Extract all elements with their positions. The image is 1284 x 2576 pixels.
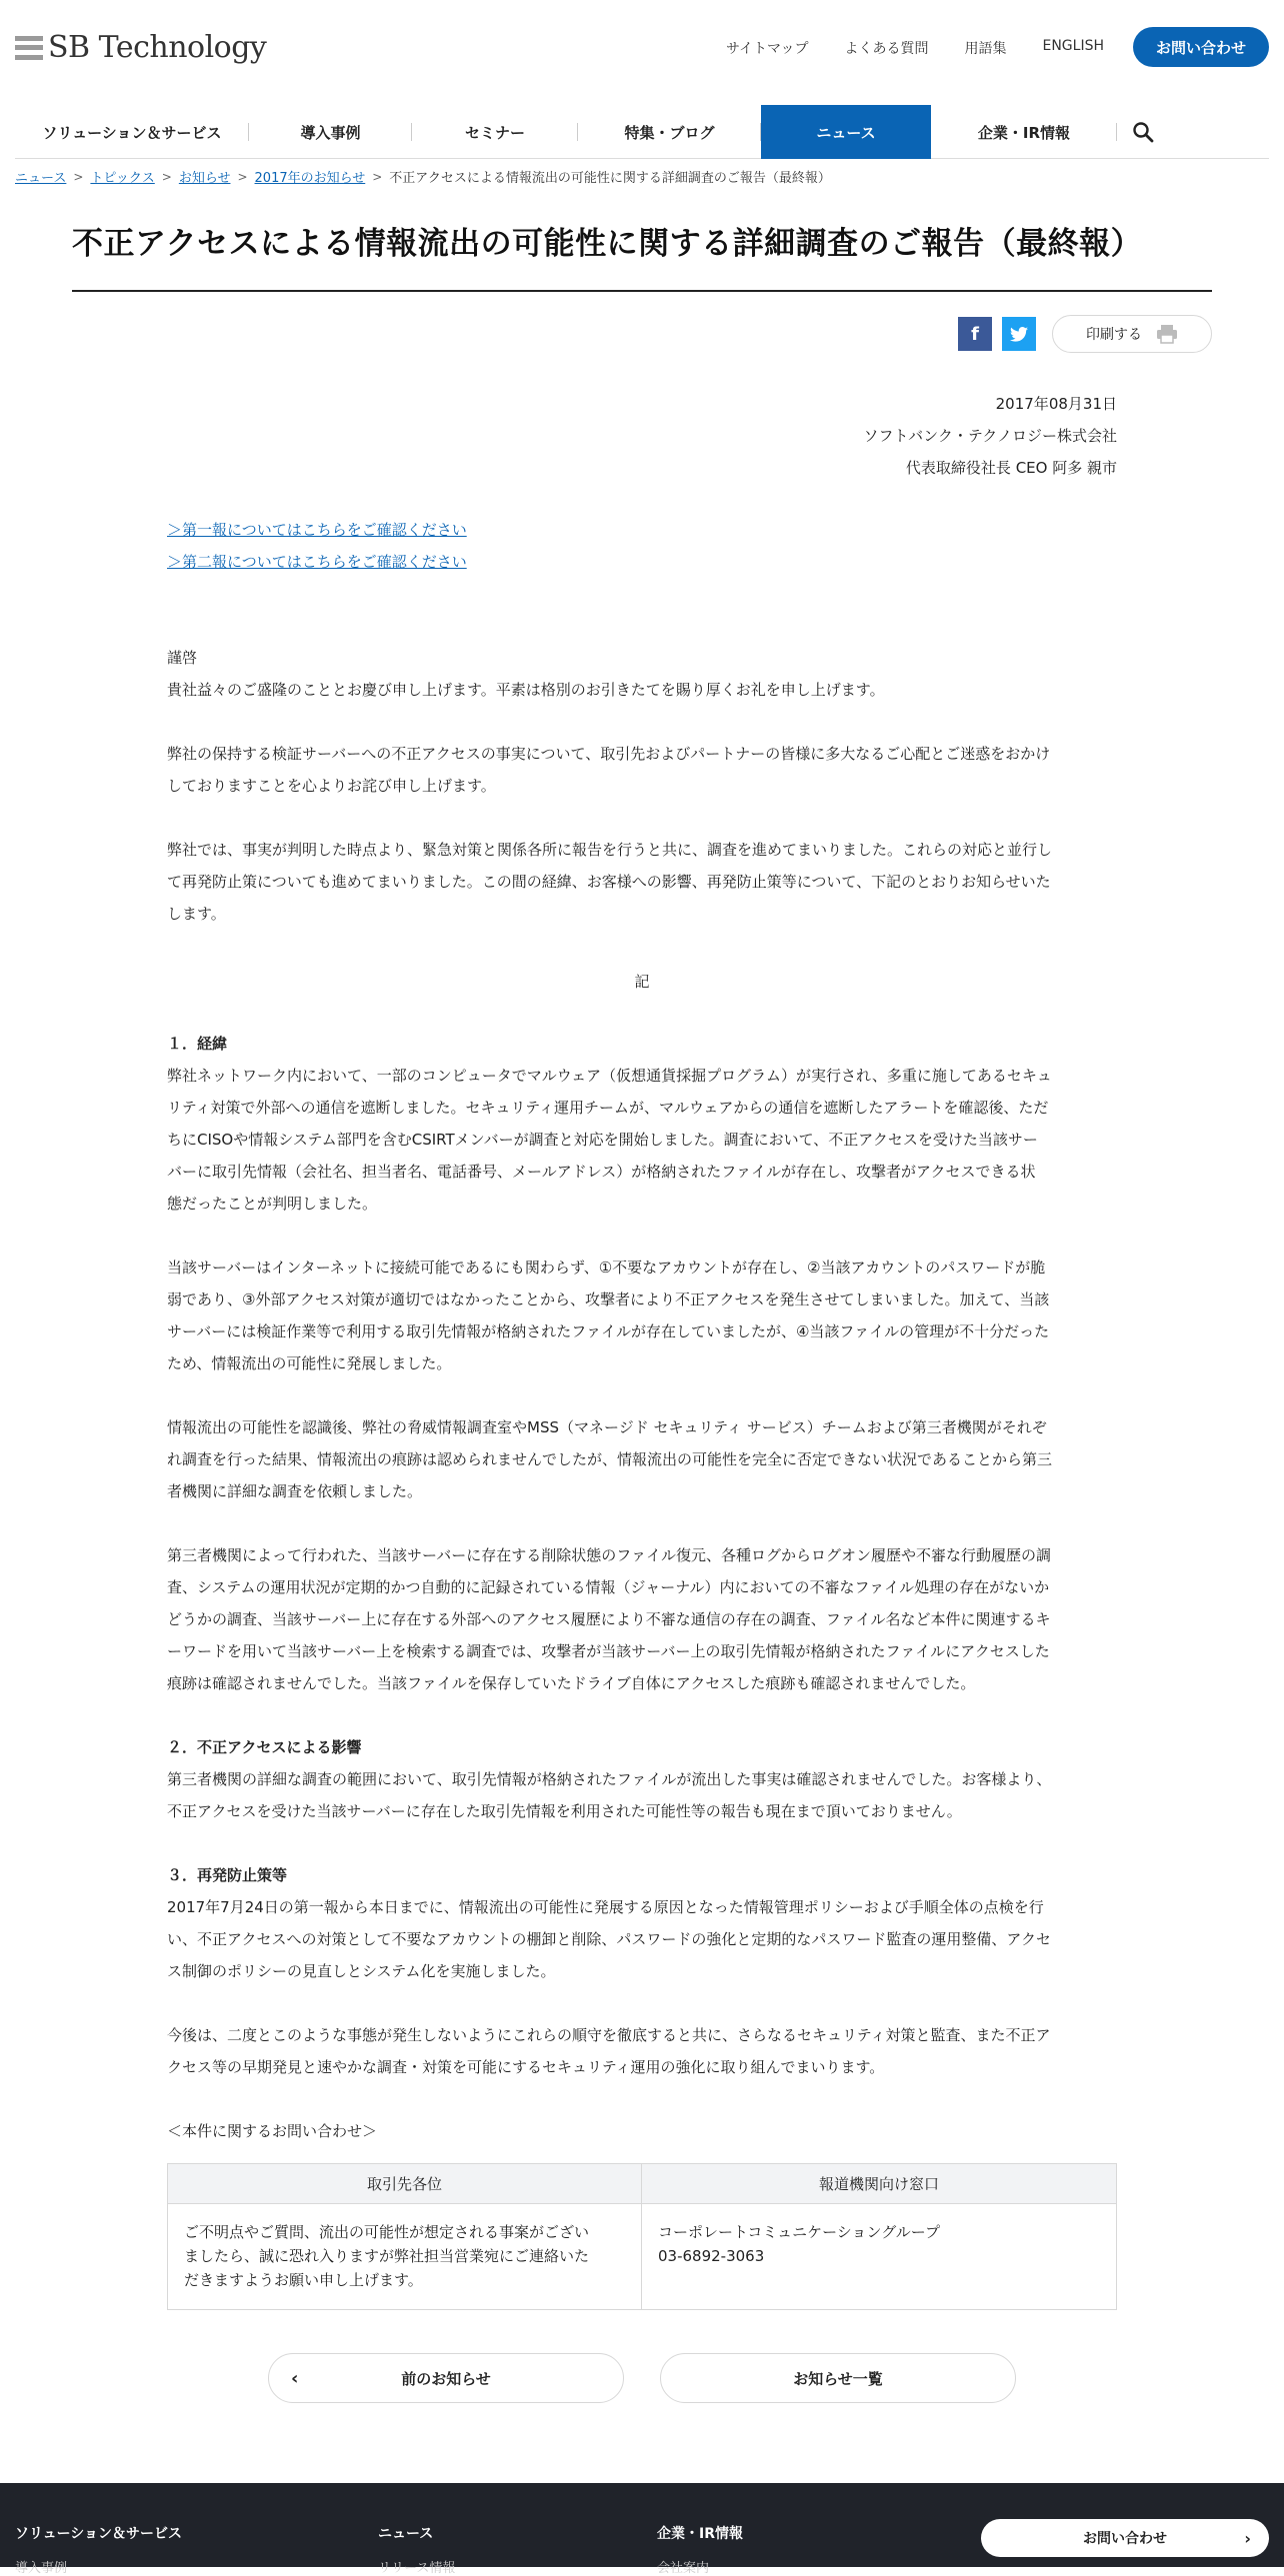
nav-item-seminars[interactable]: セミナー	[412, 105, 578, 159]
sec1-line: れ調査を行った結果、情報流出の痕跡は認められませんでしたが、情報流出の可能性を完全に否定できない状況であることから第三	[167, 1450, 1053, 1468]
breadcrumb-topics[interactable]: トピックス	[90, 171, 155, 186]
intro-line: します。	[167, 905, 226, 923]
facebook-share-button[interactable]	[958, 317, 992, 351]
nav-item-company-ir[interactable]: 企業・IR情報	[931, 105, 1117, 159]
notice-list-label: お知らせ一覧	[793, 2369, 883, 2388]
press-department: コーポレートコミュニケーショングループ	[658, 2223, 941, 2241]
sec3-line: クセス等の早期発見と速やかな調査・対策を可能にするセキュリティ運用の強化に取り組んでまいります。	[167, 2058, 885, 2076]
sec3-line: ス制御のポリシーの見直しとシステム化を実施しました。	[167, 1962, 556, 1980]
intro-line: 弊社では、事実が判明した時点より、緊急対策と関係各所に報告を行うと共に、調査を進めてまいりました。これらの対応と並行し	[167, 841, 1053, 859]
press-contact-cell	[642, 2204, 1117, 2310]
greeting-head: 謹啓	[167, 649, 198, 667]
sitemap-link[interactable]: サイトマップ	[726, 41, 809, 57]
sec1-line: 情報流出の可能性を認識後、弊社の脅威情報調査室やMSS（マネージド セキュリティ サービス）チームおよび第三者機関がそれぞ	[167, 1418, 1047, 1436]
chevron-left-icon: ‹	[291, 2367, 299, 2389]
nav-item-case-studies[interactable]: 導入事例	[249, 105, 412, 159]
footer-solutions-heading[interactable]: ソリューション＆サービス	[15, 2526, 183, 2542]
breadcrumb	[15, 167, 831, 186]
nav-item-solutions[interactable]: ソリューション＆サービス	[15, 105, 249, 159]
section-1-heading: １．経緯	[167, 1035, 228, 1053]
breadcrumb-current: 不正アクセスによる情報流出の可能性に関する詳細調査のご報告（最終報）	[389, 171, 831, 186]
faq-link[interactable]: よくある質問	[844, 41, 929, 57]
twitter-icon	[1010, 327, 1028, 342]
nav-item-blog[interactable]: 特集・ブログ	[578, 105, 761, 159]
table-row	[168, 2204, 1117, 2310]
sec3-line: い、不正アクセスへの対策として不要なアカウントの棚卸と削除、パスワードの強化と定期的なパスワード監査の運用整備、アクセ	[167, 1930, 1051, 1948]
sec1-line: 当該サーバーはインターネットに接続可能であるにも関わらず、①不要なアカウントが存在し、②当該アカウントのパスワードが脆	[167, 1259, 1046, 1277]
table-header: 取引先各位	[168, 2164, 642, 2204]
chevron-right-icon: >	[161, 169, 172, 184]
inquiry-heading: ＜本件に関するお問い合わせ＞	[167, 2122, 378, 2140]
representative-name: 代表取締役社長 CEO 阿多 親市	[905, 459, 1117, 477]
sec1-line: ちにCISOや情報システム部門を含むCSIRTメンバーが調査と対応を開始しました。調査において、不正アクセスを受けた当該サー	[167, 1131, 1038, 1149]
client-contact-cell: ご不明点やご質問、流出の可能性が想定される事案がござい ましたら、誠に恐れ入りますが弊社担当営業宛にご連絡いた だきますようお願い申し上げます。	[168, 2204, 642, 2310]
press-phone[interactable]: 03-6892-3063	[658, 2247, 765, 2265]
intro-line: て再発防止策についても進めてまいりました。この間の経緯、お客様への影響、再発防止策等について、下記のとおりお知らせいた	[167, 873, 1051, 891]
footer-release-link[interactable]: リリース情報	[378, 2561, 456, 2576]
sec2-line: 第三者機関の詳細な調査の範囲において、取引先情報が格納されたファイルが流出した事実は確認されませんでした。お客様より、	[167, 1770, 1052, 1788]
site-header	[0, 0, 1284, 92]
article-body	[167, 514, 1117, 2147]
sec1-line: 者機関に詳細な調査を依頼しました。	[167, 1482, 423, 1500]
footer-company-heading[interactable]: 企業・IR情報	[657, 2526, 743, 2542]
logo-text: SB Technology	[48, 30, 267, 65]
prev-notice-label: 前のお知らせ	[401, 2369, 491, 2388]
logo-mark-icon	[15, 36, 43, 60]
table-header: 報道機関向け窓口	[642, 2164, 1117, 2204]
second-report-link[interactable]: ＞第二報についてはこちらをご確認ください	[167, 553, 467, 571]
breadcrumb-2017-notices[interactable]: 2017年のお知らせ	[254, 171, 366, 186]
sec3-line: 今後は、二度とこのような事態が発生しないようにこれらの順守を徹底すると共に、さらなるセキュリティ対策と監査、また不正ア	[167, 2026, 1051, 2044]
sec1-line: 弱であり、③外部アクセス対策が適切ではなかったことから、攻撃者により不正アクセスを発生させてしまいました。加えて、当該	[167, 1290, 1050, 1308]
sec1-line: サーバーには検証作業等で利用する取引先情報が格納されたファイルが存在していましたが、④当該ファイルの管理が不十分だった	[167, 1322, 1050, 1340]
sec3-line: 2017年7月24日の第一報から本日までに、情報流出の可能性に発展する原因となった情報管理ポリシーおよび手順全体の点検を行	[167, 1898, 1044, 1916]
chevron-right-icon: ›	[1244, 2528, 1251, 2548]
ki-heading: 記	[634, 973, 650, 991]
sec1-line: バーに取引先情報（会社名、担当者名、電話番号、メールアドレス）が格納されたファイルが存在し、攻撃者がアクセスできる状	[167, 1163, 1036, 1181]
breadcrumb-news[interactable]: ニュース	[15, 171, 67, 186]
utility-links	[726, 38, 1104, 58]
print-label: 印刷する	[1086, 327, 1142, 343]
footer-news-heading[interactable]: ニュース	[378, 2526, 434, 2542]
search-icon	[1132, 121, 1154, 143]
sec1-line: どうかの調査、当該サーバー上に存在する外部へのアクセス履歴により不審な通信の存在の調査、ファイル名など本件に関連するキ	[167, 1610, 1051, 1628]
chevron-right-icon: >	[372, 169, 383, 184]
share-bar	[958, 315, 1212, 353]
sec1-line: 第三者機関によって行われた、当該サーバーに存在する削除状態のファイル復元、各種ログからログオン履歴や不審な行動履歴の調	[167, 1546, 1051, 1564]
sec1-line: リティ対策で外部への通信を遮断しました。セキュリティ運用チームが、マルウェアからの通信を遮断したアラートを確認後、ただ	[167, 1099, 1049, 1117]
sec1-line: 態だったことが判明しました。	[167, 1195, 378, 1213]
contact-table	[167, 2163, 1117, 2310]
table-header-row	[168, 2164, 1117, 2204]
sec1-line: 査、システムの運用状況が定期的かつ自動的に記録されている情報（ジャーナル）内においての不審なファイル処理の存在がないか	[167, 1578, 1050, 1596]
release-date: 2017年08月31日	[995, 395, 1117, 413]
apology-line: 弊社の保持する検証サーバーへの不正アクセスの事実について、取引先およびパートナーの皆様に多大なるご心配とご迷惑をおかけ	[167, 745, 1051, 763]
title-divider	[72, 290, 1212, 292]
global-nav	[15, 105, 1269, 159]
glossary-link[interactable]: 用語集	[964, 41, 1007, 57]
breadcrumb-notices[interactable]: お知らせ	[178, 171, 231, 186]
printer-icon	[1156, 324, 1178, 344]
sec1-line: ため、情報流出の可能性に発展しました。	[167, 1354, 452, 1372]
greeting-body: 貴社益々のご盛隆のこととお慶び申し上げます。平素は格別のお引きたてを賜り厚くお礼を申し上げます。	[167, 681, 885, 699]
notice-list-button[interactable]	[660, 2353, 1016, 2403]
search-button[interactable]	[1117, 105, 1169, 159]
footer-contact-button[interactable]: お問い合わせ ›	[981, 2519, 1269, 2557]
site-footer	[0, 2483, 1284, 2576]
sign-block	[863, 388, 1117, 484]
contact-button[interactable]: お問い合わせ	[1133, 27, 1269, 67]
page-title: 不正アクセスによる情報流出の可能性に関する詳細調査のご報告（最終報）	[72, 226, 1143, 262]
footer-case-studies-link[interactable]: 導入事例	[15, 2561, 68, 2576]
prev-notice-button[interactable]	[268, 2353, 624, 2403]
chevron-right-icon: >	[73, 169, 84, 184]
sec1-line: 弊社ネットワーク内において、一部のコンピュータでマルウェア（仮想通貨採掘プログラム）が実行され、多重に施してあるセキュ	[167, 1067, 1052, 1085]
english-link[interactable]: ENGLISH	[1042, 38, 1104, 54]
sec1-line: ーワードを用いて当該サーバー上を検索する調査では、攻撃者が当該サーバー上の取引先情報が格納されたファイルにアクセスした	[167, 1642, 1050, 1660]
chevron-right-icon: >	[237, 169, 248, 184]
sec2-line: 不正アクセスを受けた当該サーバーに存在した取引先情報を利用された可能性等の報告も現在まで頂いておりません。	[167, 1802, 962, 1820]
sb-technology-logo[interactable]	[15, 30, 266, 65]
sec1-line: 痕跡は確認されませんでした。当該ファイルを保存していたドライブ自体にアクセスした痕跡も確認されませんでした。	[167, 1674, 976, 1692]
section-3-heading: ３．再発防止策等	[167, 1866, 288, 1884]
first-report-link[interactable]: ＞第一報についてはこちらをご確認ください	[167, 521, 467, 539]
nav-item-news[interactable]: ニュース	[761, 105, 931, 159]
apology-line: しておりますことを心よりお詫び申し上げます。	[167, 777, 496, 795]
twitter-share-button[interactable]	[1002, 317, 1036, 351]
footer-company-link[interactable]: 会社案内	[657, 2561, 710, 2576]
section-2-heading: ２．不正アクセスによる影響	[167, 1738, 362, 1756]
facebook-icon: f	[971, 323, 979, 345]
company-name: ソフトバンク・テクノロジー株式会社	[863, 427, 1117, 445]
print-button[interactable]	[1052, 315, 1212, 353]
